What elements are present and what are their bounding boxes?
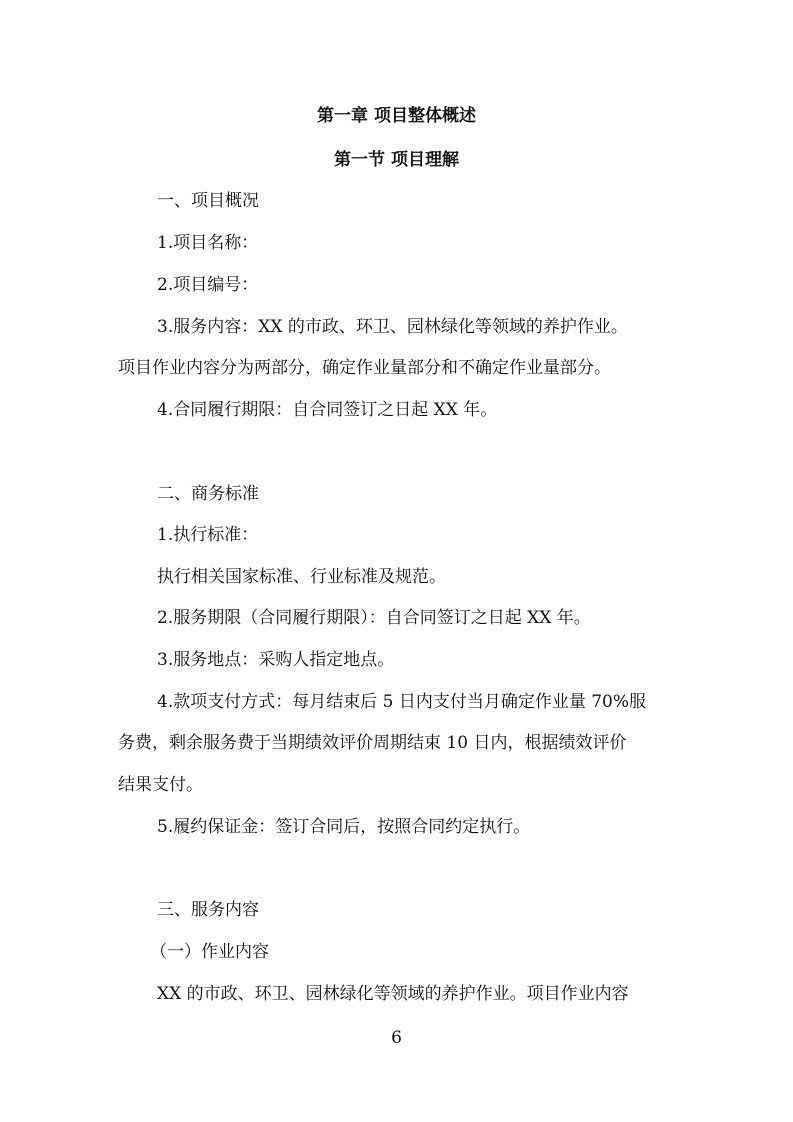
payment-line-3: 结果支付。 [118, 775, 203, 795]
service-content-line-1: 3.服务内容：XX 的市政、环卫、园林绿化等领域的养护作业。 [157, 317, 628, 337]
section-title: 第一节 项目理解 [334, 150, 459, 170]
payment-line-2: 务费，剩余服务费于当期绩效评价周期结束 10 日内，根据绩效评价 [118, 733, 627, 753]
service-period-line: 2.服务期限（合同履行期限）：自合同签订之日起 XX 年。 [157, 608, 591, 628]
contract-term-line: 4.合同履行期限：自合同签订之日起 XX 年。 [157, 400, 498, 420]
project-name-line: 1.项目名称： [157, 233, 259, 253]
project-number-line: 2.项目编号： [157, 275, 259, 295]
service-location-line: 3.服务地点：采购人指定地点。 [157, 650, 395, 670]
work-content-subheading: （一）作业内容 [150, 942, 269, 962]
standard-label-line: 1.执行标准： [157, 525, 259, 545]
standard-text-line: 执行相关国家标准、行业标准及规范。 [157, 567, 446, 587]
business-heading: 二、商务标准 [157, 484, 259, 504]
work-content-line-1: XX 的市政、环卫、园林绿化等领域的养护作业。项目作业内容 [157, 984, 629, 1004]
service-heading: 三、服务内容 [157, 900, 259, 920]
overview-heading: 一、项目概况 [157, 191, 259, 211]
service-content-line-2: 项目作业内容分为两部分，确定作业量部分和不确定作业量部分。 [118, 358, 611, 378]
deposit-line: 5.履约保证金：签订合同后，按照合同约定执行。 [157, 817, 531, 837]
payment-line-1: 4.款项支付方式：每月结束后 5 日内支付当月确定作业量 70%服 [157, 692, 647, 712]
page-number: 6 [391, 1028, 402, 1048]
chapter-title: 第一章 项目整体概述 [317, 106, 476, 126]
